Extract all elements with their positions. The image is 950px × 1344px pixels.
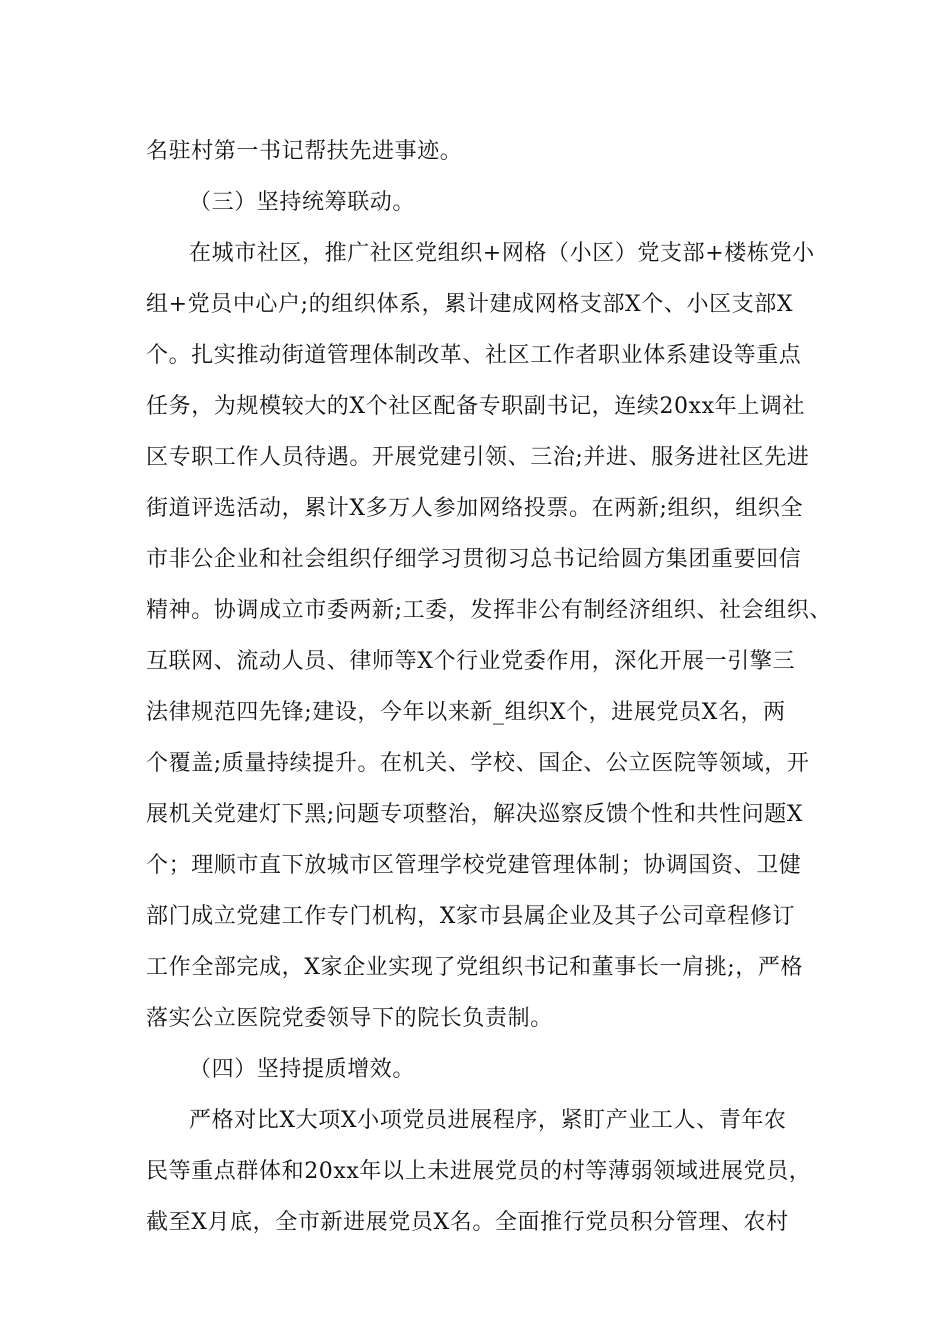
paragraph-line: 市非公企业和社会组织仔细学习贯彻习总书记给圆方集团重要回信 [146, 547, 802, 572]
paragraph-line: 部门成立党建工作专门机构，X家市县属企业及其子公司章程修订 [146, 904, 796, 929]
paragraph-line: 截至X月底，全市新进展党员X名。全面推行党员积分管理、农村 [146, 1210, 789, 1235]
section-heading-4: （四）坚持提质增效。 [189, 1057, 416, 1082]
paragraph-line: 展机关党建灯下黑;问题专项整治，解决巡察反馈个性和共性问题X [146, 802, 804, 827]
paragraph-line: 工作全部完成，X家企业实现了党组织书记和董事长一肩挑;，严格 [146, 955, 804, 980]
paragraph-line: 街道评选活动，累计X多万人参加网络投票。在两新;组织，组织全 [146, 496, 804, 521]
paragraph-line: 精神。协调成立市委两新;工委，发挥非公有制经济组织、社会组织、 [146, 598, 833, 623]
paragraph-line: 民等重点群体和20xx年以上未进展党员的村等薄弱领域进展党员， [146, 1159, 812, 1184]
paragraph-line: 任务，为规模较大的X个社区配备专职副书记，连续20xx年上调社 [146, 394, 806, 419]
paragraph-line: 个覆盖;质量持续提升。在机关、学校、国企、公立医院等领域，开 [146, 751, 810, 776]
paragraph-line: 互联网、流动人员、律师等X个行业党委作用，深化开展一引擎三 [146, 649, 796, 674]
paragraph-line: 落实公立医院党委领导下的院长负责制。 [146, 1006, 553, 1031]
paragraph-line: 个；理顺市直下放城市区管理学校党建管理体制；协调国资、卫健 [146, 853, 802, 878]
paragraph-line: 区专职工作人员待遇。开展党建引领、三治;并进、服务进社区先进 [146, 445, 810, 470]
paragraph-line: 法律规范四先锋;建设，今年以来新_组织X个，进展党员X名，两 [146, 700, 786, 725]
paragraph-line: 个。扎实推动街道管理体制改革、社区工作者职业体系建设等重点 [146, 343, 802, 368]
paragraph-line: 在城市社区，推广社区党组织+网格（小区）党支部+楼栋党小 [189, 241, 815, 266]
paragraph-line: 组+党员中心户;的组织体系，累计建成网格支部X个、小区支部X [146, 292, 794, 317]
section-heading-3: （三）坚持统筹联动。 [189, 190, 416, 215]
paragraph-line: 严格对比X大项X小项党员进展程序，紧盯产业工人、青年农 [189, 1108, 787, 1133]
paragraph-line: 名驻村第一书记帮扶先进事迹。 [146, 139, 463, 164]
